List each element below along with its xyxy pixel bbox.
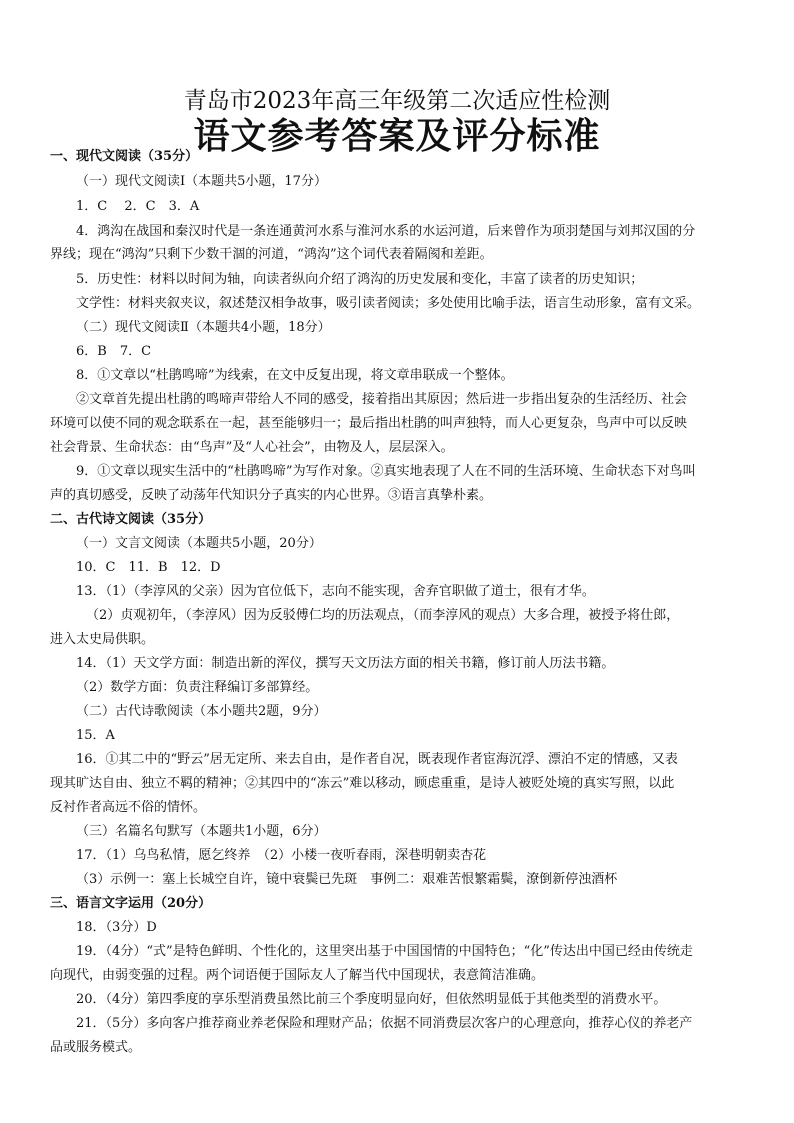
answer-line: 现其旷达自由、独立不羁的精神；②其四中的“冻云”难以移动，顾虑重重，是诗人被贬处境的真实写照，以此: [50, 776, 675, 791]
section-heading-1: 一、现代文阅读（35分）: [50, 149, 199, 164]
answer-line: 4．鸿沟在战国和秦汉时代是一条连通黄河水系与淮河水系的水运河道，后来曾作为项羽楚国与刘邦汉国的分: [76, 224, 696, 239]
answer-line: 14．（1）天文学方面：制造出新的浑仪，撰写天文历法方面的相关书籍，修订前人历法书籍。: [76, 656, 615, 671]
answer-line: （2）贞观初年，（李淳风）因为反驳傅仁均的历法观点，（而李淳风的观点）大多合理，被授予将仕郎，: [86, 608, 680, 623]
answer-line: 社会背景、生命状态：由“鸟声”及“人心社会”，由物及人，层层深入。: [50, 440, 454, 455]
answer-line: 19．（4分）“式”是特色鲜明、个性化的，这里突出基于中国国情的中国特色；“化”传达出中国已经由传统走: [76, 944, 693, 959]
answer-line: 17．（1）乌鸟私情，愿乞终养 （2）小楼一夜听春雨，深巷明朝卖杏花: [76, 848, 487, 863]
answer-line: ②文章首先提出杜鹃的鸣啼声带给人不同的感受，接着指出其原因；然后进一步指出复杂的生活经历、社会: [76, 392, 688, 407]
answer-line: 1．C 2．C 3．A: [76, 199, 200, 214]
document-title: 语文参考答案及评分标准: [193, 115, 601, 157]
answer-line: 15．A: [76, 728, 115, 743]
answer-line: 16．①其二中的“野云”居无定所、来去自由，是作者自况，既表现作者宦海沉浮、漂泊不定的情感，又表: [76, 752, 678, 767]
answer-line: 进入太史局供职。: [50, 632, 155, 647]
answer-line: 18．（3分）D: [76, 920, 157, 935]
answer-line: 9．①文章以现实生活中的“杜鹃鸣啼”为写作对象。②真实地表现了人在不同的生活环境、生命状态下对鸟叫: [76, 464, 696, 479]
section-heading-2: 二、古代诗文阅读（35分）: [50, 512, 212, 527]
subsection-heading-1-2: （二）现代文阅读Ⅱ（本题共4小题，18分）: [76, 320, 331, 335]
answer-line: 品或服务模式。: [50, 1040, 142, 1055]
answer-line: 6．B 7．C: [76, 344, 152, 359]
answer-line: 界线；现在“鸿沟”只剩下少数干涸的河道，“鸿沟”这个词代表着隔阂和差距。: [50, 247, 493, 262]
answer-line: 13．（1）（李淳风的父亲）因为官位低下，志向不能实现，舍弃官职做了道士，很有才华。: [76, 584, 595, 599]
answer-line: 文学性：材料夹叙夹议，叙述楚汉相争故事，吸引读者阅读；多处使用比喻手法，语言生动形象，富有文采。: [76, 296, 701, 311]
answer-line: （2）数学方面：负责注释编订多部算经。: [76, 680, 319, 695]
subsection-heading-2-1: （一）文言文阅读（本题共5小题，20分）: [76, 536, 322, 551]
answer-line: 21．（5分）多向客户推荐商业养老保险和理财产品；依据不同消费层次客户的心理意向，推荐心仪的养老产: [76, 1016, 693, 1031]
answer-line: 向现代，由弱变强的过程。两个词语便于国际友人了解当代中国现状，表意简洁准确。: [50, 968, 545, 983]
subsection-heading-2-3: （三）名篇名句默写（本题共1小题，6分）: [76, 824, 327, 839]
answer-line: 10．C 11．B 12．D: [76, 560, 221, 575]
answer-line: 反衬作者高远不俗的情怀。: [50, 800, 207, 815]
subsection-heading-2-2: （二）古代诗歌阅读（本小题共2题，9分）: [76, 704, 327, 719]
answer-line: 环境可以使不同的观念联系在一起，甚至能够归一；最后指出杜鹃的叫声独特，而人心更复杂，鸟声中可以反映: [50, 416, 688, 431]
section-heading-3: 三、语言文字运用（20分）: [50, 896, 212, 911]
answer-line: 8．①文章以“杜鹃鸣啼”为线索，在文中反复出现，将文章串联成一个整体。: [76, 368, 514, 383]
exam-title: 青岛市2023年高三年级第二次适应性检测: [183, 88, 611, 114]
answer-line: 声的真切感受，反映了动荡年代知识分子真实的内心世界。③语言真挚朴素。: [50, 488, 493, 503]
subsection-heading-1-1: （一）现代文阅读Ⅰ（本题共5小题，17分）: [76, 174, 327, 189]
answer-line: 20．（4分）第四季度的享乐型消费虽然比前三个季度明显向好，但依然明显低于其他类型的消费水平。: [76, 992, 667, 1007]
answer-line: 5．历史性：材料以时间为轴，向读者纵向介绍了鸿沟的历史发展和变化，丰富了读者的历史知识；: [76, 272, 644, 287]
answer-line: （3）示例一：塞上长城空自许，镜中衰鬓已先斑 事例二：艰难苦恨繁霜鬓，潦倒新停浊酒杯: [76, 872, 618, 887]
